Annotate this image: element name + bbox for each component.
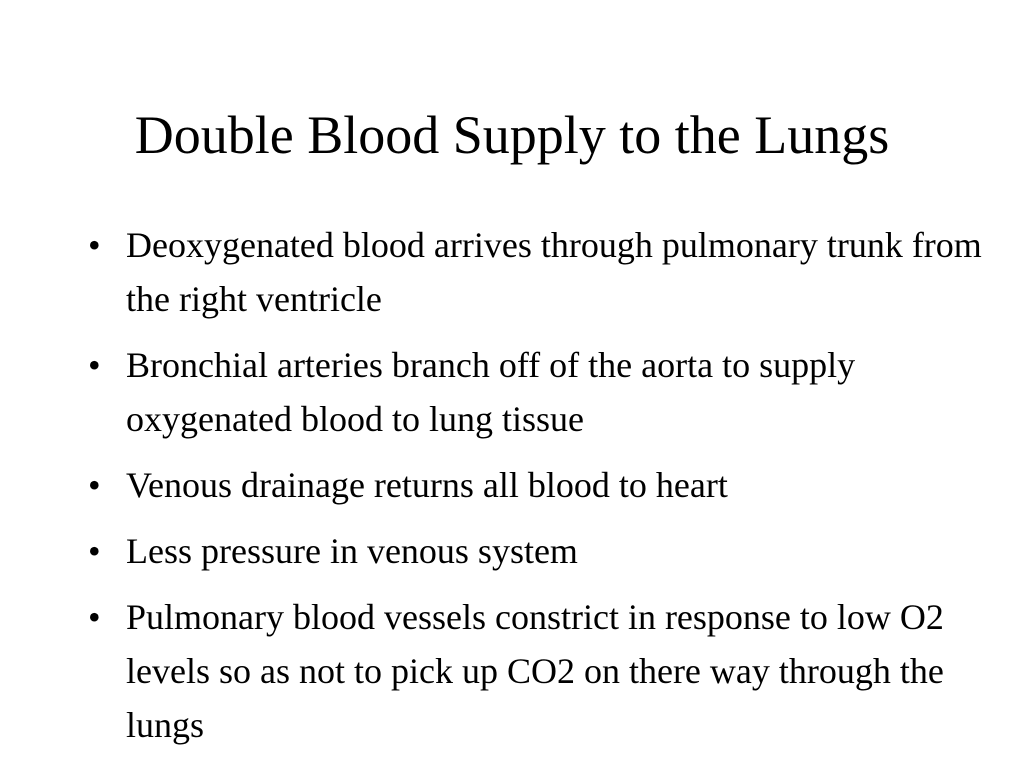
- bullet-text: Deoxygenated blood arrives through pulmonary trunk from the right ventricle: [126, 225, 982, 319]
- bullet-icon: •: [88, 531, 101, 571]
- bullet-item: [88, 590, 988, 752]
- bullet-text: Less pressure in venous system: [126, 531, 578, 571]
- bullet-icon: •: [88, 597, 101, 637]
- bullet-text: Pulmonary blood vessels constrict in response to low O2 levels so as not to pick up CO2 on there way through the lungs: [126, 597, 944, 745]
- bullet-item: [88, 524, 988, 578]
- slide-title: Double Blood Supply to the Lungs: [134, 105, 890, 165]
- bullet-item: [88, 338, 988, 446]
- bullet-list: [88, 218, 988, 764]
- bullet-item: [88, 218, 988, 326]
- bullet-text: Bronchial arteries branch off of the aorta to supply oxygenated blood to lung tissue: [126, 345, 856, 439]
- bullet-text: Venous drainage returns all blood to heart: [126, 465, 728, 505]
- bullet-icon: •: [88, 465, 101, 505]
- bullet-icon: •: [88, 345, 101, 385]
- bullet-icon: •: [88, 225, 101, 265]
- bullet-item: [88, 458, 988, 512]
